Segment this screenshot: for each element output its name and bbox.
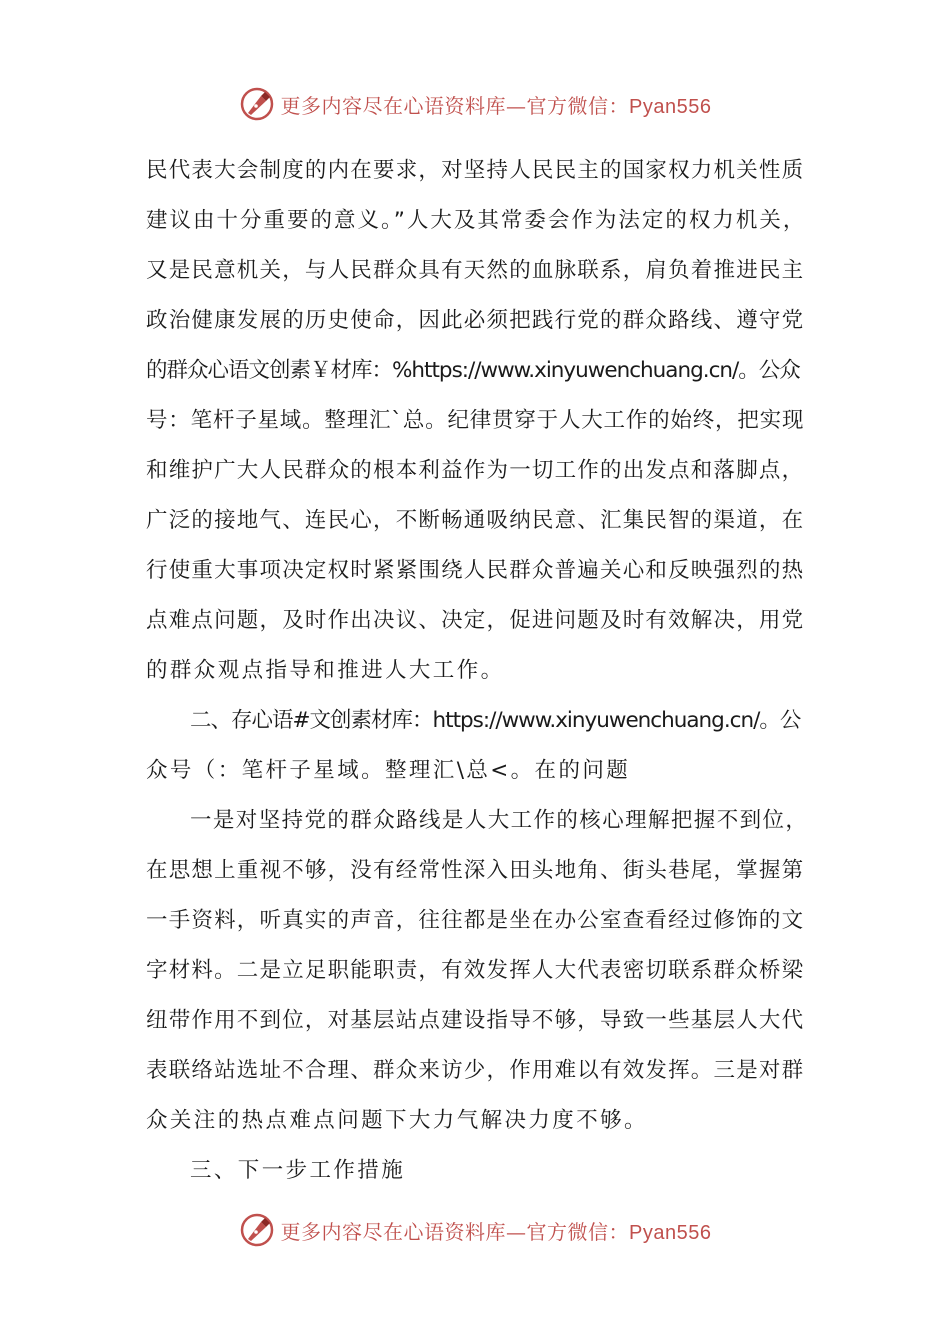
pen-nib-logo-icon: [239, 86, 275, 122]
body-text-line: 建议由十分重要的意义。”人大及其常委会作为法定的权力机关，: [146, 208, 807, 233]
header-banner-inner: [239, 86, 712, 122]
body-text-line: 和维护广大人民群众的根本利益作为一切工作的出发点和落脚点，: [146, 458, 805, 483]
body-text-line: 字材料。二是立足职能职责，有效发挥人大代表密切联系群众桥梁: [146, 958, 805, 983]
body-text-line: 众号（：笔杆子星域。整理汇\总<。在的问题: [146, 758, 631, 783]
body-text-line: 纽带作用不到位，对基层站点建设指导不够，导致一些基层人大代: [146, 1008, 805, 1033]
document-body: [146, 146, 808, 1196]
pen-nib-logo-icon: [239, 1212, 275, 1248]
footer-banner-text: [281, 1216, 712, 1245]
footer-banner-label: 更多内容尽在心语资料库—官方微信：: [280, 1219, 630, 1244]
header-banner-text: [281, 90, 712, 119]
body-text-line: 三、下一步工作措施: [190, 1158, 406, 1183]
body-text-line: 广泛的接地气、连民心，不断畅通吸纳民意、汇集民智的渠道，在: [146, 508, 805, 533]
body-text-line: 号：笔杆子星域。整理汇`总。纪律贯穿于人大工作的始终，把实现: [146, 408, 805, 433]
body-text-line: 一手资料，听真实的声音，往往都是坐在办公室查看经过修饰的文: [146, 908, 805, 933]
body-text-line: 一是对坚持党的群众路线是人大工作的核心理解把握不到位，: [190, 808, 809, 833]
body-text-line: 政治健康发展的历史使命，因此必须把践行党的群众路线、遵守党: [146, 308, 805, 333]
body-text-line: 二、存心语#文创素材库：https://www.xinyuwenchuang.cn/。公: [190, 708, 801, 733]
body-text-line: 在思想上重视不够，没有经常性深入田头地角、街头巷尾，掌握第: [146, 858, 805, 883]
body-text-line: 众关注的热点难点问题下大力气解决力度不够。: [146, 1108, 648, 1133]
header-banner-label: 更多内容尽在心语资料库—官方微信：: [280, 93, 630, 118]
footer-banner: [0, 1208, 950, 1252]
body-text-line: 的群众观点指导和推进人大工作。: [146, 658, 505, 683]
body-text-line: 又是民意机关，与人民群众具有天然的血脉联系，肩负着推进民主: [146, 258, 805, 283]
body-text-line: 民代表大会制度的内在要求，对坚持人民民主的国家权力机关性质: [146, 158, 805, 183]
body-text-line: 的群众心语文创素￥材库：%https://www.xinyuwenchuang.cn/。公众: [146, 358, 800, 383]
body-text-line: 表联络站选址不合理、群众来访少，作用难以有效发挥。三是对群: [146, 1058, 805, 1083]
header-banner: [0, 82, 950, 126]
footer-banner-inner: [239, 1212, 712, 1248]
body-text-line: 点难点问题，及时作出决议、决定，促进问题及时有效解决，用党: [146, 608, 805, 633]
body-text-line: 行使重大事项决定权时紧紧围绕人民群众普遍关心和反映强烈的热: [146, 558, 805, 583]
footer-wechat-id: Pyan556: [629, 1221, 712, 1244]
header-wechat-id: Pyan556: [629, 95, 712, 118]
